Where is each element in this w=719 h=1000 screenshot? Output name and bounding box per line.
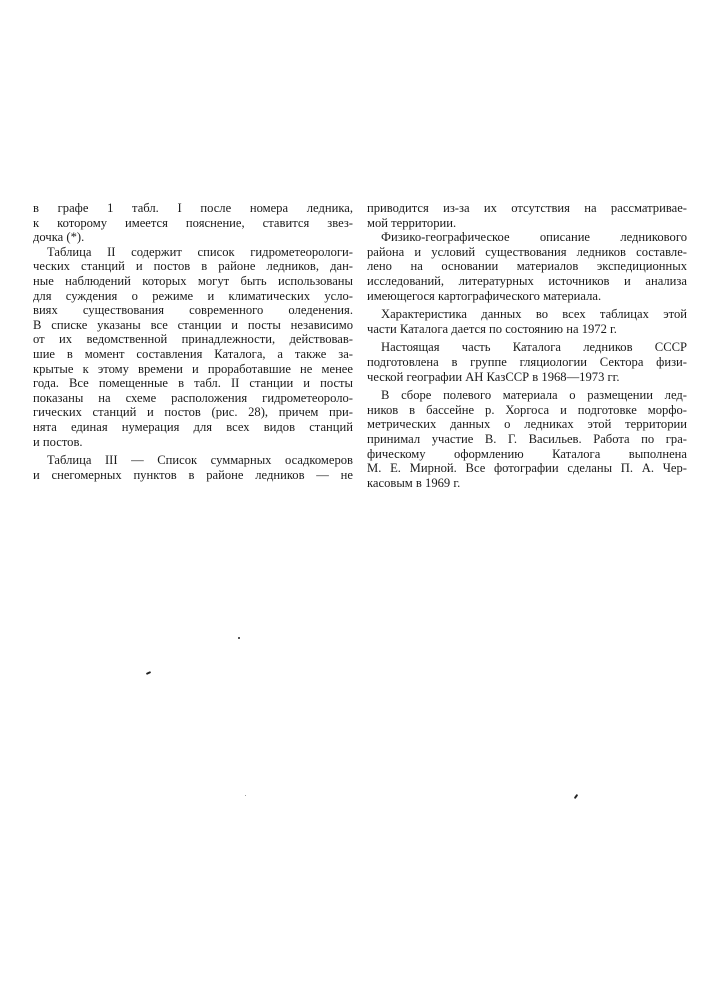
text-line: района и условий существования ледников составле- bbox=[367, 244, 687, 259]
text-line: для суждения о режиме и климатических усло- bbox=[33, 288, 353, 303]
text-line: и постов. bbox=[33, 434, 83, 449]
text-line: Таблица II содержит список гидрометеорологи- bbox=[47, 244, 353, 259]
text-line: гических станций и постов (рис. 28), причем при- bbox=[33, 405, 353, 420]
scan-speck bbox=[245, 795, 246, 796]
text-line: принимал участие В. Г. Васильев. Работа по гра- bbox=[367, 431, 687, 446]
text-line: ные наблюдений которых могут быть использованы bbox=[33, 273, 353, 288]
text-line: мой территории. bbox=[367, 215, 457, 230]
text-line: ников в бассейне р. Хоргоса и подготовке морфо- bbox=[367, 402, 687, 417]
text-line: фическому оформлению Каталога выполнена bbox=[367, 446, 687, 461]
scan-speck bbox=[146, 671, 151, 675]
text-line: нята единая нумерация для всех видов станций bbox=[33, 419, 353, 434]
left-text-column bbox=[33, 201, 353, 482]
text-line: Настоящая часть Каталога ледников СССР bbox=[381, 340, 687, 355]
text-line: показаны на схеме расположения гидрометеороло- bbox=[33, 390, 353, 405]
text-line: М. Е. Мирной. Все фотографии сделаны П. А. Чер- bbox=[367, 461, 687, 476]
text-line: подготовлена в группе гляциологии Сектора физи- bbox=[367, 354, 687, 369]
text-line: В списке указаны все станции и посты независимо bbox=[33, 317, 353, 332]
text-line: Таблица III — Список суммарных осадкомеров bbox=[47, 453, 353, 468]
text-line: В сборе полевого материала о размещении лед- bbox=[381, 388, 687, 403]
text-line: исследований, литературных источников и анализа bbox=[367, 273, 687, 288]
text-line: приводится из-за их отсутствия на рассматривае- bbox=[367, 201, 687, 215]
text-line: шие в момент составления Каталога, а также за- bbox=[33, 346, 353, 361]
text-line: от их ведомственной принадлежности, действовав- bbox=[33, 332, 353, 347]
text-line: ческой географии АН КазССР в 1968—1973 гг. bbox=[367, 369, 620, 384]
text-line: дочка (*). bbox=[33, 230, 85, 245]
text-line: года. Все помещенные в табл. II станции и посты bbox=[33, 376, 353, 391]
text-line: ческих станций и постов в районе ледников, дан- bbox=[33, 259, 353, 274]
text-line: части Каталога дается по состоянию на 1972 г. bbox=[367, 321, 617, 336]
text-line: в графе 1 табл. I после номера ледника, bbox=[33, 201, 353, 215]
text-line: виях существования современного оледенения. bbox=[33, 303, 353, 318]
scan-speck bbox=[574, 794, 579, 799]
text-line: крытые к этому времени и проработавшие не менее bbox=[33, 361, 353, 376]
text-line: имеющегося картографического материала. bbox=[367, 288, 602, 303]
text-line: лено на основании материалов экспедиционных bbox=[367, 259, 687, 274]
text-line: Характеристика данных во всех таблицах этой bbox=[381, 307, 687, 322]
text-line: и снегомерных пунктов в районе ледников — не bbox=[33, 467, 353, 482]
text-line: касовым в 1969 г. bbox=[367, 475, 461, 490]
text-line: к которому имеется пояснение, ставится звез- bbox=[33, 215, 353, 230]
text-line: Физико-географическое описание ледникового bbox=[381, 230, 687, 245]
text-line: метрических данных о ледниках этой территории bbox=[367, 417, 687, 432]
scan-speck bbox=[238, 637, 240, 639]
right-text-column bbox=[367, 201, 687, 490]
